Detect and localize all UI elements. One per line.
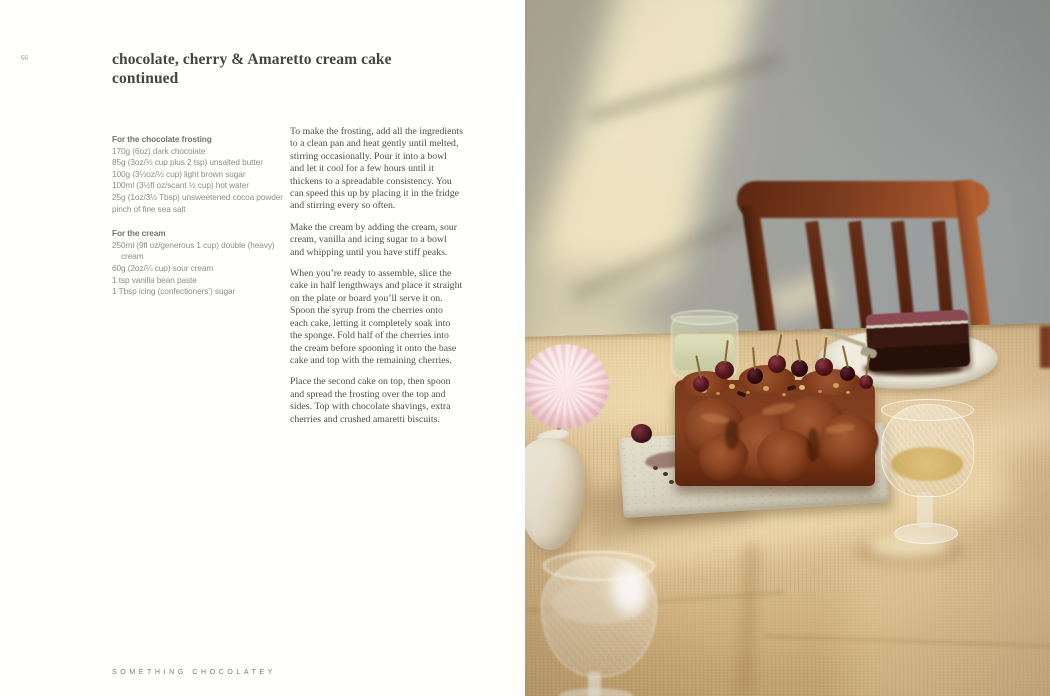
photo-vignette	[525, 0, 1050, 696]
ingredients-column	[112, 134, 290, 298]
ingredient-line: 60g (2oz/¼ cup) sour cream	[112, 262, 214, 273]
method-paragraph: Make the cream by adding the cream, sour cream, vanilla and icing sugar to a bowl and whipping until you have stiff peaks.	[290, 221, 458, 258]
method-paragraph: When you’re ready to assemble, slice the cake in half lengthways and place it straight on the plate or board you’ll serve it on. Spoon the syrup from the cherries onto each cake, letting it completely soak into the sponge. Fold half of the cherries into the cream before spooning it onto the base cake and top with the remaining cherries.	[290, 268, 463, 366]
cream-heading: For the cream	[112, 228, 166, 239]
ingredient-line: 85g (3oz/⅓ cup plus 2 tsp) unsalted butter	[112, 157, 263, 168]
frosting-heading: For the chocolate frosting	[112, 134, 212, 144]
ingredient-line: 100g (3½oz/½ cup) light brown sugar	[112, 168, 246, 179]
ingredient-line: pinch of fine sea salt	[112, 203, 186, 214]
method-paragraph: Place the second cake on top, then spoon and spread the frosting over the top and sides. Top with chocolate shavings, extra cherries and crushed amaretti biscuits.	[290, 376, 451, 425]
ingredient-line: 250ml (9fl oz/generous 1 cup) double (heavy) cream	[112, 239, 275, 262]
cake-photograph	[525, 0, 1050, 696]
recipe-title-line1: chocolate, cherry & Amaretto cream cake	[112, 51, 392, 68]
page-number: 66	[21, 54, 28, 62]
ingredient-line: 170g (6oz) dark chocolate	[112, 145, 206, 156]
method-column	[290, 126, 463, 435]
ingredient-line: 100ml (3½fl oz/scant ½ cup) hot water	[112, 180, 249, 191]
recipe-title-line2: continued	[112, 70, 179, 87]
ingredient-line: 1 Tbsp icing (confectioners’) sugar	[112, 286, 236, 297]
recipe-title	[112, 50, 472, 88]
method-paragraph: To make the frosting, add all the ingredients to a clean pan and heat gently until melted, stirring occasionally. Pour it into a bowl and let it cool for a few hours until it thickens to a spreadable consistency. You can speed this up by placing it in the fridge and stirring every so often.	[290, 126, 463, 212]
chapter-footer: SOMETHING CHOCOLATEY	[112, 669, 277, 676]
ingredient-line: 1 tsp vanilla bean paste	[112, 274, 197, 285]
ingredient-line: 25g (1oz/3½ Tbsp) unsweetened cocoa powder	[112, 191, 283, 202]
